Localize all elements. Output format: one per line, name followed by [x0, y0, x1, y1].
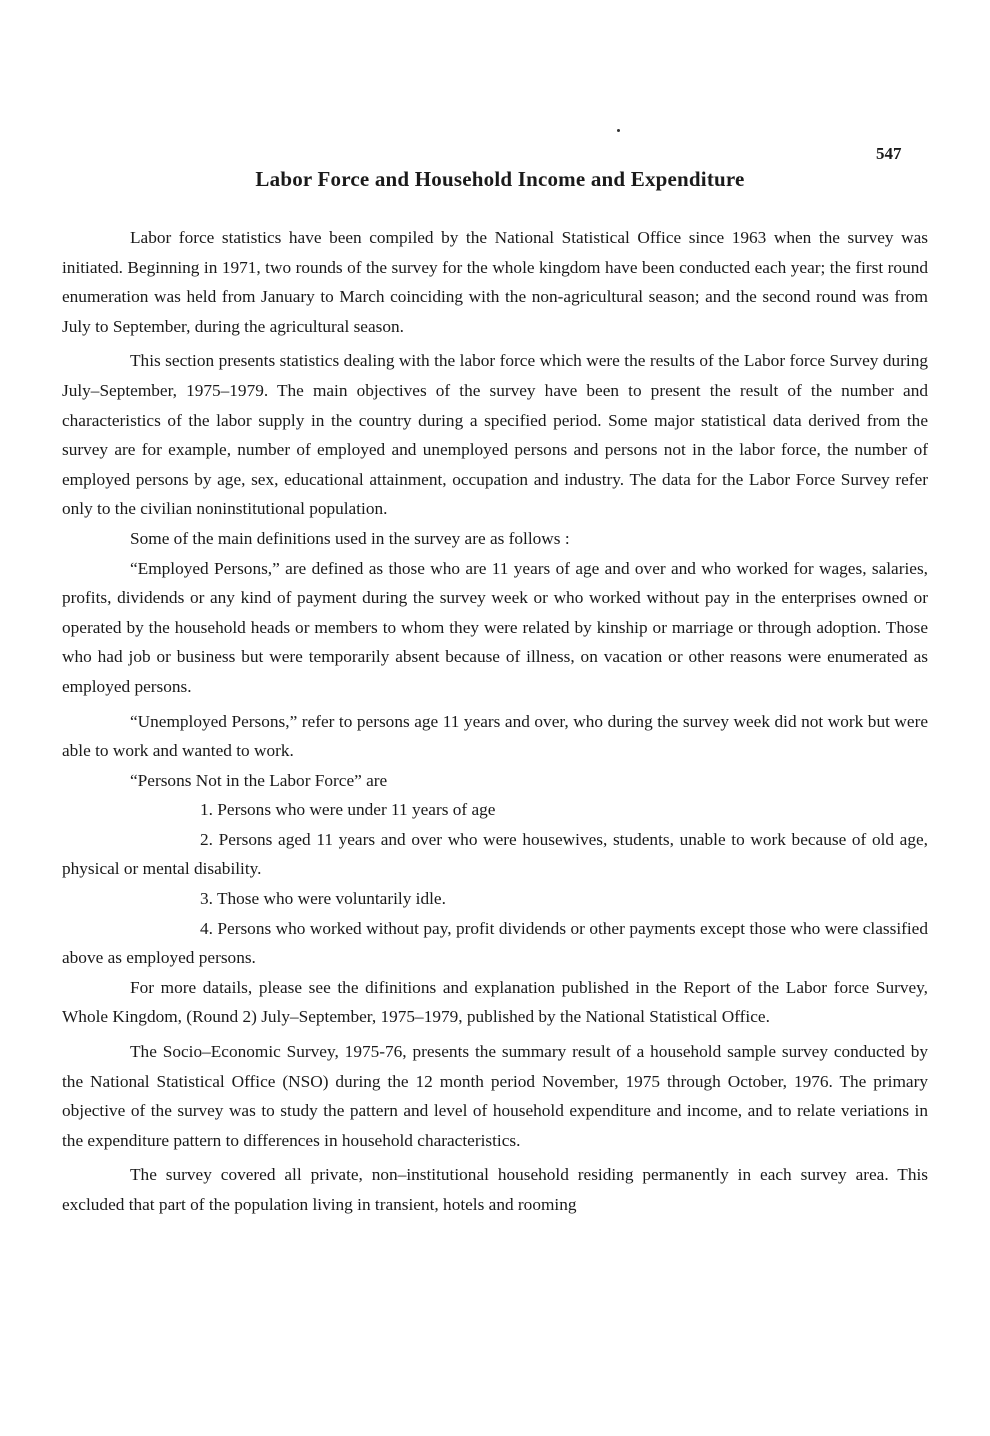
paragraph-more-details: For more datails, please see the difinitions and explanation published in the Report of the Labor force Survey, Whole Kingdom, (Round 2) July–September, 1975–1979, published by the National Statistical Office. [62, 977, 928, 1027]
paragraph-not-in-labor-force: “Persons Not in the Labor Force” are [130, 770, 388, 790]
paragraph-employed-persons: “Employed Persons,” are defined as those who are 11 years of age and over and who worked for wages, salaries, profits, dividends or any kind of payment during the survey week or who worked without pay in the enterprises owned or operated by the household heads or members to whom they were related by kinship or marriage or through adoption. Those who had job or business but were temporarily absent because of illness, on vacation or other reasons were enumerated as employed persons. [62, 558, 928, 696]
list-item: 3. Those who were voluntarily idle. [200, 889, 446, 909]
list-item: 1. Persons who were under 11 years of age [200, 800, 496, 820]
paragraph-socio-economic-survey: The Socio–Economic Survey, 1975-76, presents the summary result of a household sample survey conducted by the National Statistical Office (NSO) during the 12 month period November, 1975 through October, 1976. The primary objective of the survey was to study the pattern and level of household expenditure and income, and to relate veriations in the expenditure pattern to differences in household characteristics. [62, 1042, 928, 1150]
scan-dot [617, 129, 620, 132]
paragraph-unemployed-persons: “Unemployed Persons,” refer to persons age 11 years and over, who during the survey week did not work but were able to work and wanted to work. [62, 711, 928, 761]
paragraph-survey-coverage: The survey covered all private, non–institutional household residing permanently in each survey area. This excluded that part of the population living in transient, hotels and rooming [62, 1165, 928, 1214]
paragraph-2: This section presents statistics dealing with the labor force which were the results of the Labor force Survey during July–September, 1975–1979. The main objectives of the survey have been to present the result of the number and characteristics of the labor supply in the country during a specified period. Some major statistical data derived from the survey are for example, number of employed and unemployed persons and persons not in the labor force, the number of employed persons by age, sex, educational attainment, occupation and industry. The data for the Labor Force Survey refer only to the civilian noninstitutional population. [62, 351, 928, 519]
body-text [62, 223, 928, 1220]
paragraph-3: Some of the main definitions used in the survey are as follows : [130, 528, 570, 548]
list-item: 2. Persons aged 11 years and over who were housewives, students, unable to work because of old age, physical or mental disability. [62, 829, 928, 879]
page-number: 547 [876, 144, 902, 163]
page-title: Labor Force and Household Income and Expenditure [255, 167, 745, 191]
paragraph-1: Labor force statistics have been compiled by the National Statistical Office since 1963 when the survey was initiated. Beginning in 1971, two rounds of the survey for the whole kingdom have been conducted each year; the first round enumeration was held from January to March coinciding with the non-agricultural season; and the second round was from July to September, during the agricultural season. [62, 228, 928, 336]
list-item: 4. Persons who worked without pay, profit dividends or other payments except those who were classified above as employed persons. [62, 918, 928, 968]
